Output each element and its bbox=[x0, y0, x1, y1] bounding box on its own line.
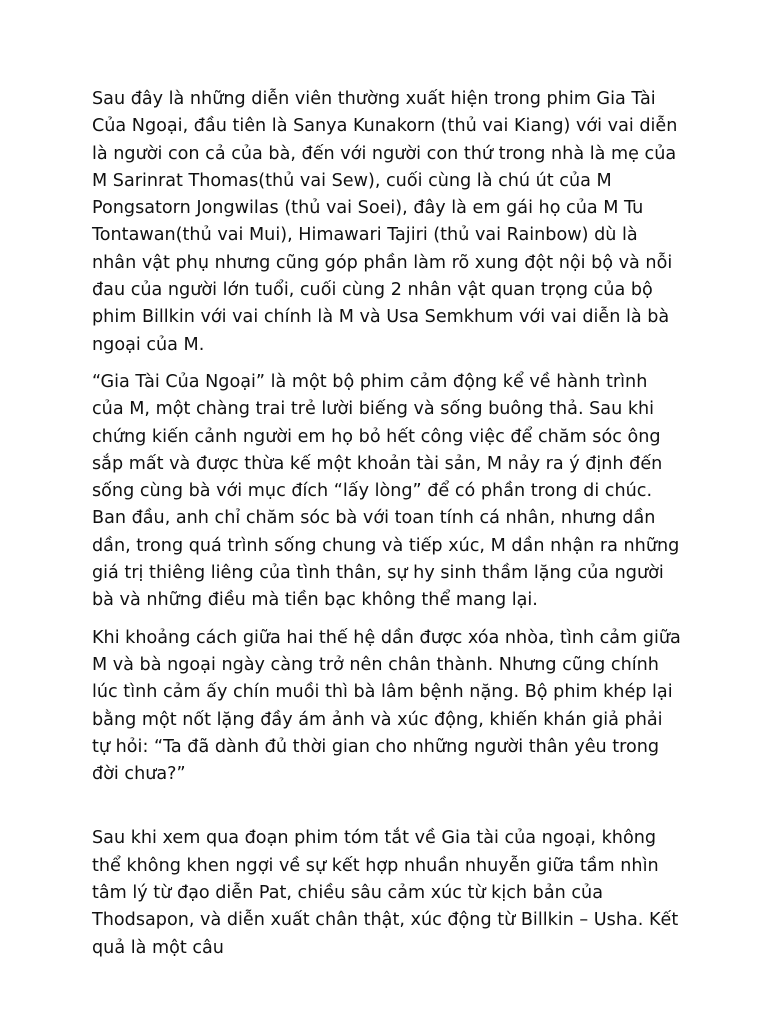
paragraph-ending: Khi khoảng cách giữa hai thế hệ dần được xóa nhòa, tình cảm giữa M và bà ngoại ngày càng trở nên chân thành. Nhưng cũng chính lúc tình cảm ấy chín muồi thì bà lâm bệnh nặng. Bộ phim khép lại bằng một nốt lặng đầy ám ảnh và xúc động, khiến khán giả phải tự hỏi: “Ta đã dành đủ thời gian cho những người thân yêu trong đời chưa?” bbox=[92, 627, 681, 785]
paragraph-cast-intro: Sau đây là những diễn viên thường xuất hiện trong phim Gia Tài Của Ngoại, đầu tiên là Sanya Kunakorn (thủ vai Kiang) với vai diễn là người con cả của bà, đến với người con thứ trong nhà là mẹ của M Sarinrat Thomas(thủ vai Sew), cuối cùng là chú út của M Pongsatorn Jongwilas (thủ vai Soei), đây là em gái họ của M Tu Tontawan(thủ vai Mui), Himawari Tajiri (thủ vai Rainbow) dù là nhân vật phụ nhưng cũng góp phần làm rõ xung đột nội bộ và nỗi đau của người lớn tuổi, cuối cùng 2 nhân vật quan trọng của bộ phim Billkin với vai chính là M và Usa Semkhum với vai diễn là bà ngoại của M. bbox=[92, 89, 678, 355]
document-body bbox=[92, 86, 682, 972]
paragraph-plot-summary: “Gia Tài Của Ngoại” là một bộ phim cảm động kể về hành trình của M, một chàng trai trẻ lười biếng và sống buông thả. Sau khi chứng kiến cảnh người em họ bỏ hết công việc để chăm sóc ông sắp mất và được thừa kế một khoản tài sản, M nảy ra ý định đến sống cùng bà với mục đích “lấy lòng” để có phần trong di chúc. Ban đầu, anh chỉ chăm sóc bà với toan tính cá nhân, nhưng dần dần, trong quá trình sống chung và tiếp xúc, M dần nhận ra những giá trị thiêng liêng của tình thân, sự hy sinh thầm lặng của người bà và những điều mà tiền bạc không thể mang lại. bbox=[92, 371, 680, 611]
paragraph-review: Sau khi xem qua đoạn phim tóm tắt về Gia tài của ngoại, không thể không khen ngợi về sự kết hợp nhuần nhuyễn giữa tầm nhìn tâm lý từ đạo diễn Pat, chiều sâu cảm xúc từ kịch bản của Thodsapon, và diễn xuất chân thật, xúc động từ Billkin – Usha. Kết quả là một câu bbox=[92, 828, 679, 958]
